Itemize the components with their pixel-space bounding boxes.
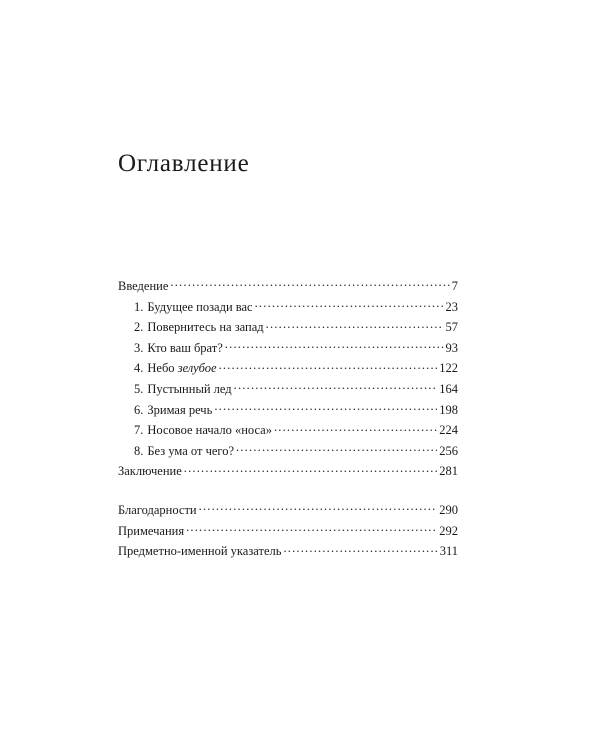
chapter-number: 3. <box>134 340 144 355</box>
label-plain-part: Небо <box>147 361 175 376</box>
toc-entry-chapter-5 <box>118 379 458 400</box>
toc-entry-acknowledgements <box>118 500 458 521</box>
leader-dots <box>274 422 437 435</box>
toc-entry-label: Благодарности <box>118 502 197 517</box>
toc-entry-label: Носовое начало «носа» <box>147 423 272 438</box>
leader-dots <box>214 401 437 414</box>
leader-dots <box>219 360 438 373</box>
toc-page-number: 93 <box>445 340 458 355</box>
toc-page-number: 290 <box>439 502 458 517</box>
leader-dots <box>225 339 444 352</box>
toc-page-number: 256 <box>439 443 458 458</box>
leader-dots <box>184 463 438 476</box>
leader-dots <box>234 380 438 393</box>
toc-page-number: 122 <box>439 361 458 376</box>
toc-entry-label: Без ума от чего? <box>147 443 235 458</box>
toc-entry-label: Заключение <box>118 464 182 479</box>
toc-entry-chapter-3 <box>118 338 458 359</box>
toc-entry-chapter-2 <box>118 317 458 338</box>
label-italic-part: зелубое <box>177 361 217 376</box>
toc-page-number: 292 <box>439 523 458 538</box>
toc-entry-chapter-7 <box>118 420 458 441</box>
toc-entry-label: Кто ваш брат? <box>147 340 223 355</box>
toc-entry-chapter-8 <box>118 441 458 462</box>
leader-dots <box>255 298 444 311</box>
toc-entry-label: Пустынный лед <box>147 381 232 396</box>
toc-entry-label: Предметно-именной указатель <box>118 544 282 559</box>
table-of-contents <box>118 276 458 562</box>
chapter-number: 2. <box>134 320 144 335</box>
chapter-number: 8. <box>134 443 144 458</box>
toc-entry-label: Зримая речь <box>147 402 213 417</box>
toc-page-number: 198 <box>439 402 458 417</box>
toc-page-number: 23 <box>445 299 458 314</box>
toc-entry-label: Будущее позади вас <box>147 299 253 314</box>
leader-dots <box>170 278 449 291</box>
toc-entry-label <box>147 358 216 379</box>
leader-dots <box>186 522 437 535</box>
chapter-number: 6. <box>134 402 144 417</box>
toc-entry-chapter-1 <box>118 297 458 318</box>
leader-dots <box>266 319 444 332</box>
toc-page-number: 164 <box>439 381 458 396</box>
chapter-number: 5. <box>134 381 144 396</box>
toc-page-number: 57 <box>445 320 458 335</box>
chapter-number: 1. <box>134 299 144 314</box>
toc-entry-intro <box>118 276 458 297</box>
leader-dots <box>236 442 437 455</box>
toc-entry-chapter-4 <box>118 358 458 379</box>
toc-entry-chapter-6 <box>118 400 458 421</box>
chapter-number: 4. <box>134 361 144 376</box>
toc-page-number: 281 <box>439 464 458 479</box>
toc-entry-label: Повернитесь на запад <box>147 320 264 335</box>
toc-entry-conclusion <box>118 461 458 482</box>
chapter-number: 7. <box>134 423 144 438</box>
toc-entry-label: Введение <box>118 279 169 293</box>
leader-dots <box>199 501 438 514</box>
page-title: Оглавление <box>118 150 250 177</box>
toc-entry-notes <box>118 521 458 542</box>
toc-page-number: 224 <box>439 423 458 438</box>
leader-dots <box>283 543 437 556</box>
toc-entry-label: Примечания <box>118 523 185 538</box>
section-spacer <box>118 482 458 500</box>
toc-entry-index <box>118 541 458 562</box>
toc-page-number: 7 <box>451 279 458 293</box>
toc-page-number: 311 <box>439 544 458 559</box>
